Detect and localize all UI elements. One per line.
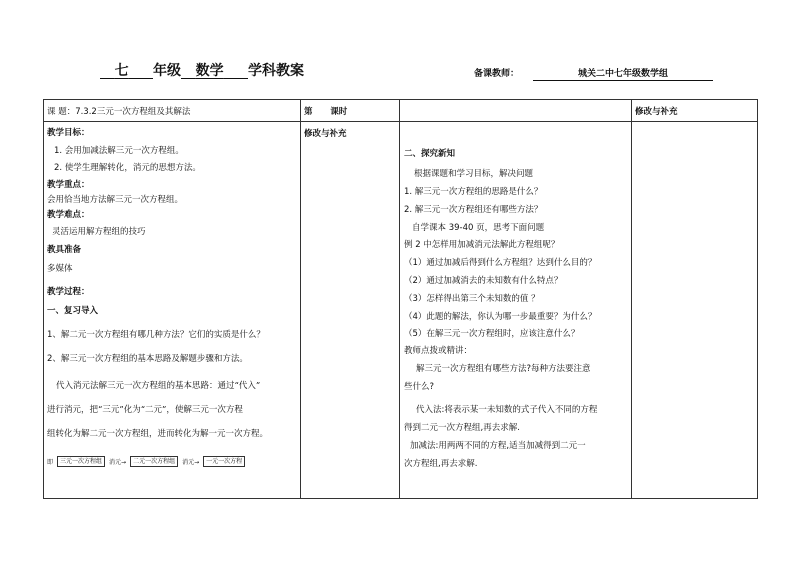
handwritten-line-1: 代入消元法解三元一次方程组的基本思路：通过“代入”	[56, 381, 261, 391]
teacher-label: 备课教师：	[474, 69, 520, 79]
blank-header-cell	[400, 100, 632, 122]
question-2: 2、解三元一次方程组的基本思路及解题步骤和方法。	[47, 354, 248, 364]
key-title: 教学重点：	[47, 180, 90, 190]
teacher-value: 城关二中七年级数学组	[533, 66, 713, 81]
period-cell	[301, 100, 400, 122]
table-header-row	[44, 100, 758, 122]
explore-line-5: 例 2 中怎样用加减消元法解此方程组呢？	[404, 240, 560, 250]
difficulty-text: 灵活运用解方程组的技巧	[52, 227, 146, 237]
grade-value: 七	[114, 63, 129, 79]
explore-line-7: （2）通过加减消去的未知数有什么特点？	[404, 276, 563, 286]
explore-line-16: 加减法:用两两不同的方程,适当加减得到二元一	[410, 441, 586, 451]
question-1: 1、解二元一次方程组有哪几种方法？它们的实质是什么？	[47, 330, 265, 340]
explore-line-17: 次方程组,再去求解.	[404, 459, 478, 469]
revise-header-text: 修改与补充	[635, 107, 678, 117]
prep-text: 多媒体	[47, 264, 73, 274]
right-content-cell	[400, 122, 632, 499]
lesson-plan-table	[43, 99, 758, 499]
explore-line-4: 自学课本 39-40 页，思考下面问题	[412, 223, 545, 233]
explore-line-6: （1）通过加减后得到什么方程组？达到什么目的？	[404, 258, 597, 268]
explore-line-8: （3）怎样得出第三个未知数的值 ？	[404, 294, 540, 304]
mid-revise-text: 修改与补充	[304, 129, 347, 139]
left-content-cell	[44, 122, 301, 499]
section-1-title: 一、复习导入	[47, 306, 99, 316]
diagram-step-2: 消元→	[182, 458, 200, 466]
diagram-box-two-var: 二元一次方程组	[130, 456, 178, 467]
handwritten-line-3: 组转化为解二元一次方程组，进而转化为解一元一次方程。	[47, 429, 269, 439]
diagram-box-one-var: 一元一次方程	[203, 456, 245, 467]
process-title: 教学过程：	[47, 287, 90, 297]
teacher-info	[474, 66, 713, 81]
diagram-box-three-var: 三元一次方程组	[57, 456, 105, 467]
period-text: 第 课时	[304, 107, 348, 117]
prep-title: 教具准备	[47, 245, 82, 255]
diagram-prefix: 即	[47, 458, 54, 466]
diagram-step-1: 消元→	[109, 458, 127, 466]
table-body-row	[44, 122, 758, 499]
goals-title: 教学目标：	[47, 128, 90, 138]
document-title	[100, 60, 304, 80]
right-revise-cell	[632, 122, 758, 499]
explore-line-9: （4）此题的解法，你认为哪一步最重要？为什么？	[404, 312, 597, 322]
explore-line-14: 代入法:将表示某一未知数的式子代入不同的方程	[416, 405, 598, 415]
mid-revise-cell	[301, 122, 400, 499]
topic-cell	[44, 100, 301, 122]
difficulty-title: 教学难点：	[47, 210, 90, 220]
revise-header-cell	[632, 100, 758, 122]
subject-value: 数学	[195, 63, 224, 79]
goal-1: 1. 会用加减法解三元一次方程组。	[54, 146, 184, 156]
explore-line-13: 些什么?	[404, 382, 435, 392]
explore-line-3: 2. 解三元一次方程组还有哪些方法？	[404, 205, 543, 215]
topic-text: 课 题：7.3.2三元一次方程组及其解法	[47, 107, 191, 117]
section-2-title: 二、探究新知	[404, 149, 456, 159]
explore-line-11: 教师点拨或精讲：	[404, 346, 473, 356]
explore-line-2: 1. 解三元一次方程组的思路是什么？	[404, 187, 543, 197]
goal-2: 2. 使学生理解转化，消元的思想方法。	[54, 163, 201, 173]
explore-line-1: 根据课题和学习目标，解决问题	[414, 169, 534, 179]
explore-line-15: 得到二元一次方程组,再去求解.	[404, 423, 520, 433]
grade-suffix: 年级	[153, 63, 181, 79]
elimination-diagram	[47, 455, 245, 467]
explore-line-12: 解三元一次方程组有哪些方法?每种方法要注意	[416, 364, 591, 374]
doc-type: 学科教案	[248, 63, 304, 79]
explore-line-10: （5）在解三元一次方程组时，应该注意什么？	[404, 329, 580, 339]
handwritten-line-2: 进行消元，把“三元”化为“二元”，使解三元一次方程	[47, 405, 243, 415]
key-text: 会用恰当地方法解三元一次方程组。	[47, 195, 184, 205]
